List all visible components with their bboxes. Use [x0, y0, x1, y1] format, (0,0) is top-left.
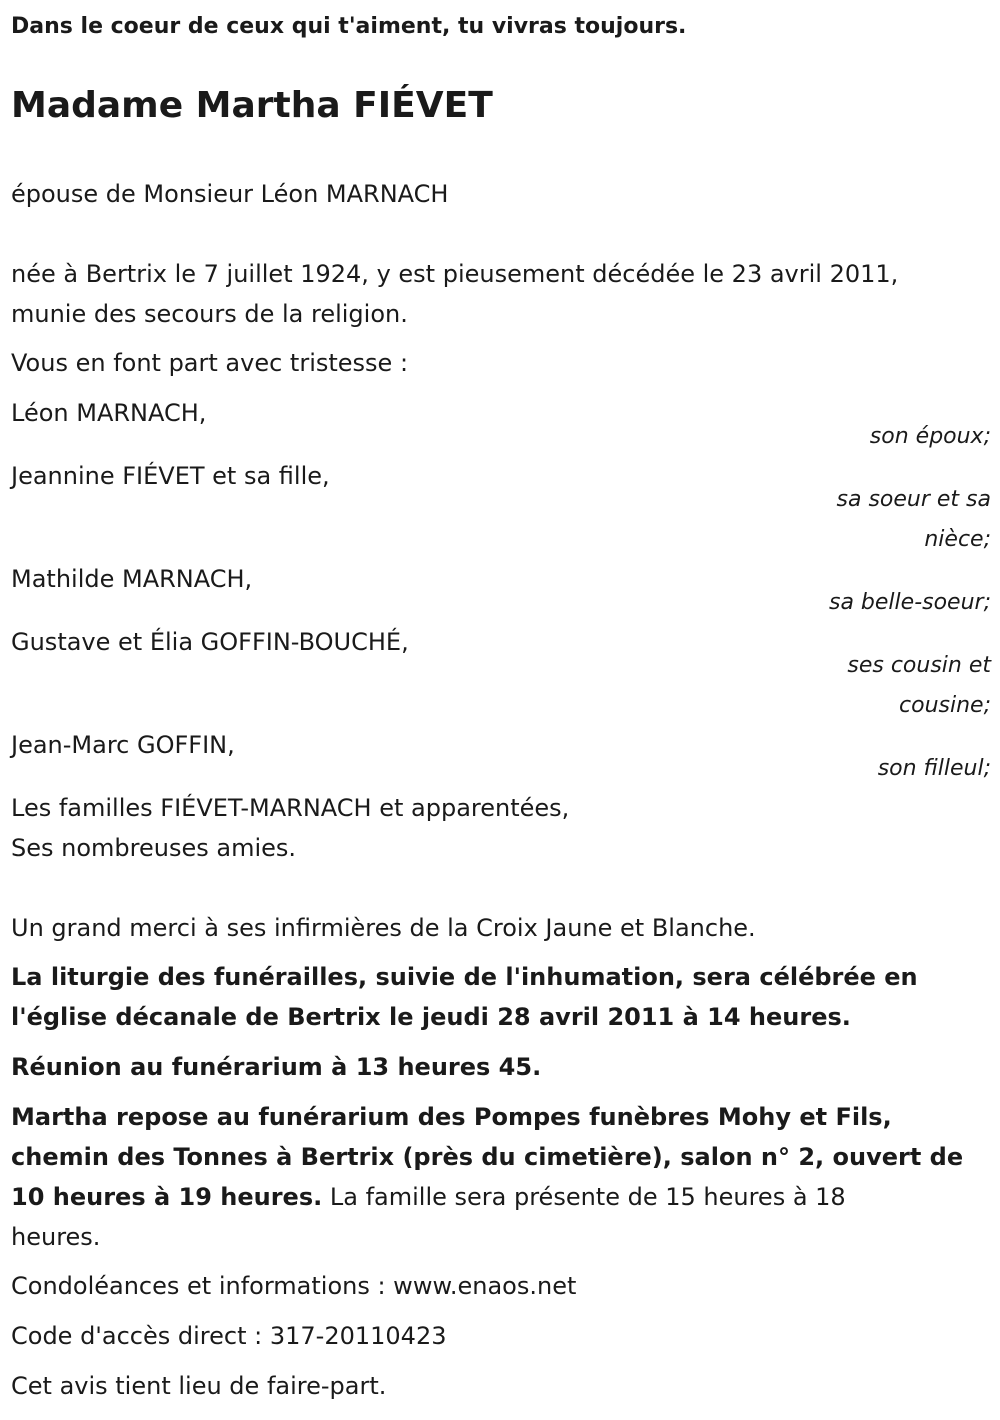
- birth-death-line-1: née à Bertrix le 7 juillet 1924, y est pieusement décédée le 23 avril 2011,: [11, 260, 899, 288]
- family-member-name: Mathilde MARNACH,: [11, 565, 253, 593]
- family-member-relation: sa soeur et sa: [836, 487, 991, 512]
- condolences-line: Condoléances et informations : www.enaos.net: [11, 1272, 577, 1300]
- family-presence: La famille sera présente de 15 heures à 18: [322, 1183, 846, 1211]
- closing-line: Cet avis tient lieu de faire-part.: [11, 1372, 387, 1400]
- deceased-name-title: Madame Martha FIÉVET: [11, 85, 493, 126]
- family-member-name: Léon MARNACH,: [11, 399, 207, 427]
- family-member-relation-continued: cousine;: [899, 693, 991, 718]
- access-code-line: Code d'accès direct : 317-20110423: [11, 1322, 447, 1350]
- rest-line-2: chemin des Tonnes à Bertrix (près du cimetière), salon n° 2, ouvert de: [11, 1143, 964, 1171]
- memorial-quote: Dans le coeur de ceux qui t'aiment, tu vivras toujours.: [11, 14, 687, 39]
- spouse-line: épouse de Monsieur Léon MARNACH: [11, 180, 449, 208]
- rest-line-4: heures.: [11, 1223, 101, 1251]
- meeting-line: Réunion au funérarium à 13 heures 45.: [11, 1053, 542, 1081]
- visiting-hours: 10 heures à 19 heures.: [11, 1183, 323, 1211]
- family-member-name: Gustave et Élia GOFFIN-BOUCHÉ,: [11, 628, 409, 656]
- birth-death-line-2: munie des secours de la religion.: [11, 300, 408, 328]
- family-member-name: Jeannine FIÉVET et sa fille,: [11, 462, 330, 490]
- family-member-relation: sa belle-soeur;: [829, 590, 991, 615]
- liturgy-line-1: La liturgie des funérailles, suivie de l'inhumation, sera célébrée en: [11, 963, 918, 991]
- family-member-relation: son époux;: [869, 424, 991, 449]
- friends-line: Ses nombreuses amies.: [11, 834, 297, 862]
- family-member-relation: son filleul;: [877, 756, 991, 781]
- family-member-relation-continued: nièce;: [924, 527, 991, 552]
- family-member-name: Jean-Marc GOFFIN,: [11, 731, 235, 759]
- rest-line-3: [11, 1177, 846, 1217]
- families-line: Les familles FIÉVET-MARNACH et apparentées,: [11, 794, 570, 822]
- announcement-line: Vous en font part avec tristesse :: [11, 349, 409, 377]
- liturgy-line-2: l'église décanale de Bertrix le jeudi 28 avril 2011 à 14 heures.: [11, 1003, 851, 1031]
- family-member-relation: ses cousin et: [847, 653, 991, 678]
- thanks-line: Un grand merci à ses infirmières de la Croix Jaune et Blanche.: [11, 914, 756, 942]
- rest-line-1: Martha repose au funérarium des Pompes funèbres Mohy et Fils,: [11, 1103, 892, 1131]
